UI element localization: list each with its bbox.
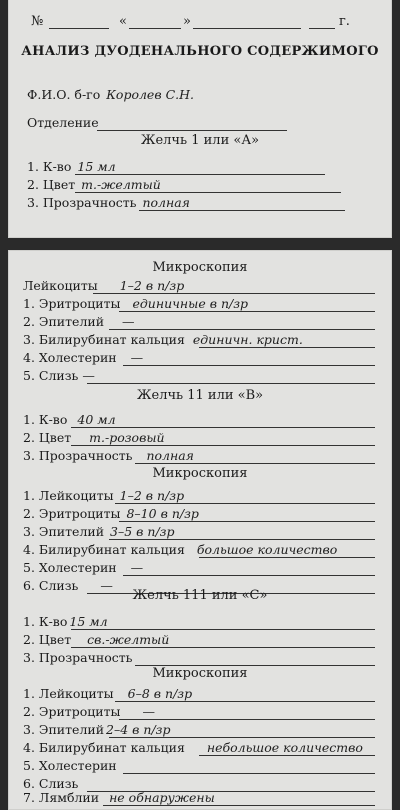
bile-a-heading: Желчь 1 или «А» (140, 133, 260, 148)
row-label: 7. Лямблии (23, 790, 100, 805)
bile-c-micro-row (23, 721, 375, 739)
bile-a-micro-row (23, 367, 375, 385)
row-line (109, 539, 375, 540)
row-line (119, 311, 375, 312)
bile-b-row (23, 447, 375, 465)
row-value: 1–2 в п/зр (119, 488, 185, 503)
bile-b-micro-row (23, 541, 375, 559)
year-line (309, 28, 335, 29)
bile-b-heading: Желчь 11 или «В» (136, 388, 264, 403)
row-label: Лейкоциты (23, 278, 98, 293)
bile-c-row (23, 613, 375, 631)
row-label: 1. Лейкоциты (23, 686, 114, 701)
row-label: 4. Холестерин (23, 350, 117, 365)
row-value: 8–10 в п/зр (126, 506, 199, 521)
patient-row (27, 86, 375, 104)
row-line (119, 521, 375, 522)
row-value: полная (142, 195, 190, 210)
row-line (103, 805, 375, 806)
bile-c-row (23, 631, 375, 649)
bile-a-row (27, 176, 375, 194)
bile-a-micro-row (23, 295, 375, 313)
row-value: полная (146, 448, 194, 463)
bile-b-micro-heading: Микроскопия (152, 466, 248, 481)
row-line (75, 174, 325, 175)
row-label: 3. Прозрачность (27, 195, 137, 210)
row-value: — (122, 314, 135, 329)
bile-c-micro-row (23, 739, 375, 757)
day-line (129, 28, 181, 29)
row-line (199, 347, 375, 348)
row-line (71, 629, 375, 630)
row-value: — (130, 560, 144, 575)
patient-label: Ф.И.О. б-го (27, 87, 101, 102)
bile-c-micro-heading: Микроскопия (152, 666, 248, 681)
row-line (139, 210, 345, 211)
bile-c-micro-row (23, 757, 375, 775)
row-value: 6–8 в п/зр (127, 686, 193, 701)
bile-a-micro-heading: Микроскопия (152, 260, 248, 275)
row-value: св.-желтый (87, 632, 170, 647)
row-label: 2. Эритроциты (23, 704, 121, 719)
row-value: — (100, 578, 113, 593)
bile-b-micro-row (23, 559, 375, 577)
row-label: 6. Слизь (23, 578, 79, 593)
row-line (199, 557, 375, 558)
row-value: 40 мл (77, 412, 116, 427)
row-label: 1. Лейкоциты (23, 488, 114, 503)
bile-b-micro-row (23, 505, 375, 523)
bile-a-micro-row (23, 313, 375, 331)
close-quote: » (183, 14, 191, 29)
bile-a-micro-row (23, 277, 375, 295)
row-label: 5. Холестерин (23, 560, 117, 575)
row-label: 5. Холестерин (23, 758, 117, 773)
row-line (75, 192, 341, 193)
bile-c-heading: Желчь 111 или «С» (132, 588, 268, 603)
row-label: 5. Слизь (23, 368, 79, 383)
row-value: 3–5 в п/зр (110, 524, 175, 539)
row-value: большое количество (196, 542, 338, 557)
row-line (71, 427, 375, 428)
row-line (87, 383, 375, 384)
row-label: 3. Прозрачность (23, 448, 133, 463)
row-label: 3. Билирубинат кальция (23, 332, 185, 347)
number-line (49, 28, 109, 29)
row-value: т.-розовый (89, 430, 165, 445)
bile-c-micro-row (23, 685, 375, 703)
row-label: 4. Билирубинат кальция (23, 542, 185, 557)
row-label: 1. К-во (27, 159, 72, 174)
row-value: 2–4 в п/зр (106, 722, 171, 737)
row-line (71, 647, 375, 648)
row-label: 3. Прозрачность (23, 650, 133, 665)
form-results-card (8, 250, 392, 810)
row-value: 15 мл (77, 159, 116, 174)
department-label: Отделение (27, 115, 99, 130)
form-header-card (8, 0, 392, 238)
row-line (109, 329, 375, 330)
bile-b-micro-row (23, 487, 375, 505)
row-label: 2. Эпителий (23, 314, 105, 329)
row-label: 2. Цвет (23, 632, 72, 647)
bile-a-micro-row (23, 349, 375, 367)
row-value: единичн. крист. (192, 332, 303, 347)
row-line (71, 445, 375, 446)
bile-b-micro-row (23, 523, 375, 541)
row-line (109, 737, 375, 738)
row-line (135, 463, 375, 464)
open-quote: « (119, 14, 127, 29)
row-label: 6. Слизь (23, 776, 79, 791)
row-line (93, 293, 375, 294)
row-value: т.-желтый (81, 177, 161, 192)
row-label: 3. Эпителий (23, 722, 105, 737)
row-label: 1. К-во (23, 412, 68, 427)
bile-b-row (23, 429, 375, 447)
bile-a-row (27, 158, 375, 176)
bile-c-micro-row (23, 789, 375, 807)
row-label: 1. К-во (23, 614, 68, 629)
form-title: АНАЛИЗ ДУОДЕНАЛЬНОГО СОДЕРЖИМОГО (21, 44, 379, 59)
row-value: не обнаружены (109, 790, 215, 805)
row-value: 15 мл (69, 614, 108, 629)
row-value: — (82, 368, 95, 383)
bile-b-row (23, 411, 375, 429)
row-value: небольшое количество (206, 740, 363, 755)
bile-c-micro-row (23, 703, 375, 721)
row-label: 4. Билирубинат кальция (23, 740, 185, 755)
row-value: 1–2 в п/зр (119, 278, 185, 293)
row-value: единичные в п/зр (132, 296, 249, 311)
row-value: — (130, 350, 144, 365)
row-line (119, 719, 375, 720)
row-line (123, 575, 375, 576)
department-line (97, 130, 287, 131)
year-label: г. (339, 14, 350, 29)
row-line (123, 773, 375, 774)
row-line (123, 365, 375, 366)
department-row (27, 114, 375, 132)
row-value: — (142, 704, 155, 719)
row-label: 2. Цвет (27, 177, 76, 192)
row-line (115, 503, 375, 504)
row-line (115, 701, 375, 702)
bile-a-row (27, 194, 375, 212)
row-label: 2. Эритроциты (23, 506, 121, 521)
month-line (193, 28, 301, 29)
row-label: 2. Цвет (23, 430, 72, 445)
row-label: 1. Эритроциты (23, 296, 121, 311)
number-label: № (31, 14, 44, 29)
bile-a-micro-row (23, 331, 375, 349)
row-label: 3. Эпителий (23, 524, 105, 539)
patient-value: Королев С.Н. (106, 87, 194, 102)
row-line (199, 755, 375, 756)
